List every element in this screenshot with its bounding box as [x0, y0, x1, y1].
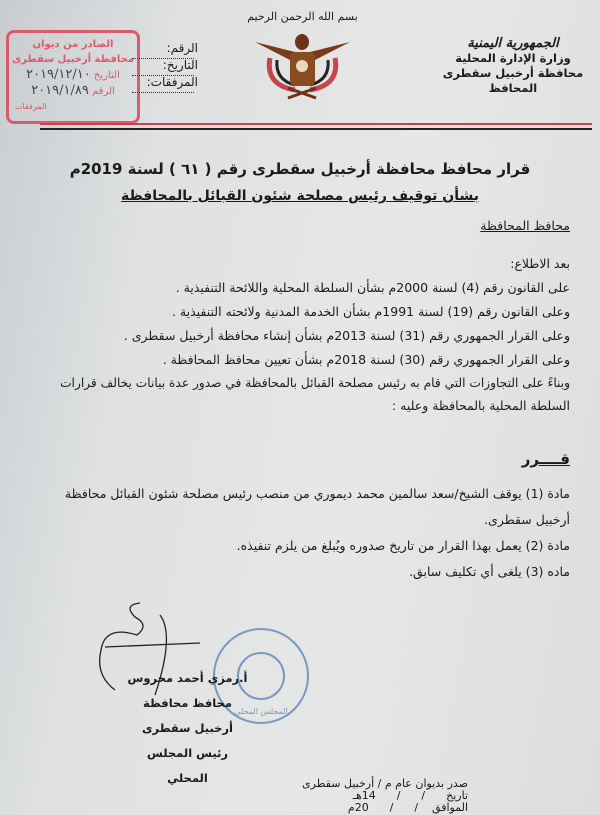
signatory-title: محافظ محافظة أرخبيل سقطرى — [142, 696, 233, 735]
label-date: التاريخ: — [162, 58, 198, 72]
stamp-attachments-label: المرفقات — [15, 102, 47, 111]
preamble-line: وعلى القرار الجمهوري رقم (31) لسنة 2013م بشأن إنشاء محافظة أرخبيل سقطرى . — [123, 328, 570, 343]
article-line: مادة (2) يعمل بهذا القرار من تاريخ صدوره ويُبلغ من يلزم تنفيذه. — [236, 538, 570, 553]
label-attachments: المرفقات: — [146, 75, 198, 89]
date-dots — [132, 74, 194, 76]
preamble-line: وعلى القانون رقم (19) لسنة 1991م بشأن الخدمة المدنية ولائحته التنفيذية . — [171, 304, 570, 319]
ministry-name: وزارة الإدارة المحلية — [455, 51, 571, 65]
preamble-line: وعلى القرار الجمهوري رقم (30) لسنة 2018م بشأن تعيين محافظ المحافظة . — [162, 352, 570, 367]
signatory-role: رئيس المجلس المحلي — [146, 746, 229, 785]
stamp-line2: محافظة أرخبيل سقطرى — [11, 54, 135, 65]
preamble-line: بعد الاطلاع: — [510, 256, 570, 271]
signature-block — [125, 666, 250, 791]
article-line: أرخبيل سقطرى. — [484, 512, 570, 527]
label-number: الرقم: — [166, 41, 198, 55]
letterhead — [438, 36, 588, 96]
stamp-number-label: الرقم — [92, 86, 115, 97]
footer-date-hijri: تاريخ / / 14هـ — [352, 789, 468, 802]
preamble-line: وبناءً على التجاوزات التي قام به رئيس مصلحة القبائل بالمحافظة في صدور عدة بيانات يخالف قرارات — [60, 376, 570, 390]
footer-issuance — [302, 778, 468, 814]
decision-heading: قــــرر — [521, 450, 570, 468]
preamble-line: السلطة المحلية بالمحافظة وعليه : — [391, 398, 570, 413]
decision-subtitle: بشأن توقيف رئيس مصلحة شئون القبائل بالمحافظة — [121, 188, 479, 204]
addressee: محافظ المحافظة — [480, 218, 570, 233]
stamp-number-row — [9, 83, 137, 99]
reference-labels — [140, 40, 198, 91]
stamp-date-row — [9, 67, 137, 83]
footer-date-greg: الموافق / / 20م — [347, 801, 468, 814]
decision-title: قرار محافظ محافظة أرخبيل سقطرى رقم ( ٦١ ) لسنة 2019م — [69, 160, 531, 178]
issuance-stamp — [6, 30, 140, 124]
article-line: ماده (3) يلغى أي تكليف سابق. — [409, 564, 570, 579]
stamp-date: ٢٠١٩/١٢/١٠ — [26, 67, 91, 82]
office-name: المحافظ — [488, 81, 538, 95]
country-name: الجمهورية اليمنية — [467, 36, 559, 51]
governorate-name: محافظة أرخبيل سقطرى — [442, 66, 584, 80]
basmala: بسم الله الرحمن الرحيم — [247, 10, 358, 23]
number-dots — [132, 57, 194, 59]
article-line: مادة (1) يوقف الشيخ/سعد سالمين محمد ديموري من منصب رئيس مصلحة شئون القبائل محافظة — [64, 486, 570, 501]
yemen-emblem-icon — [250, 30, 355, 106]
preamble-line: على القانون رقم (4) لسنة 2000م بشأن السلطة المحلية واللائحة التنفيذية . — [175, 280, 570, 295]
header-rule-black — [40, 128, 592, 130]
footer-issued: صدر بديوان عام م / أرخبيل سقطرى — [302, 777, 468, 790]
seal-text: المجلس المحلي — [234, 707, 288, 716]
signatory-name: أ.رمزي أحمد محروس — [127, 671, 248, 685]
attachments-dots — [132, 91, 194, 93]
stamp-date-label: التاريخ — [93, 70, 120, 81]
stamp-number: ٢٠١٩/١/٨٩ — [31, 83, 89, 98]
stamp-line1: الصادر من ديوان — [32, 39, 114, 50]
header-rule-red — [40, 123, 592, 125]
